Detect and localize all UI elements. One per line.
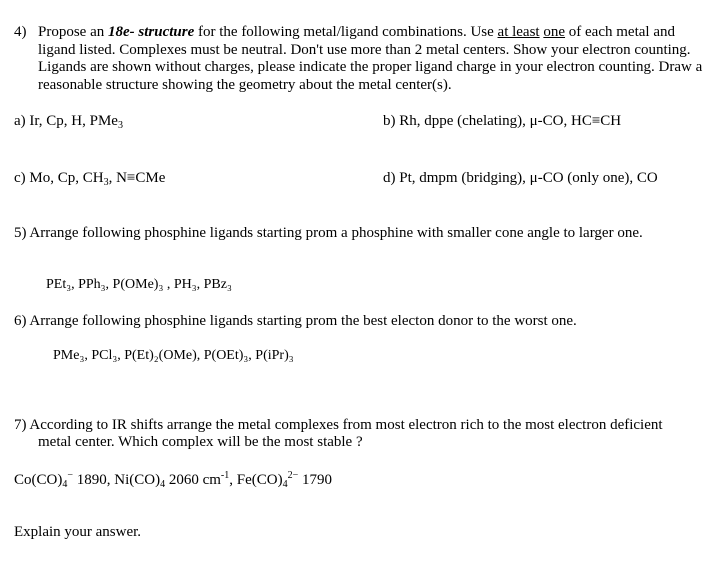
q4-c-post: , N≡CMe — [108, 170, 166, 186]
q4-lead: Propose an — [38, 24, 108, 40]
q4-option-c — [14, 170, 165, 188]
explain-answer: Explain your answer. — [14, 524, 142, 540]
question-7-line-2: metal center. Which complex will be the most stable ? — [38, 434, 363, 450]
q4-text-b: of each metal and ligand listed. Complexes must be neutral. Don't use more than 2 metal centers. Show your electron counting. Ligands are shown without charges, please indicate the proper ligand charge in your electron counting. Draw a reasonable structure showing the geometry about the metal center(s). — [38, 24, 703, 93]
q4-option-d: d) Pt, dmpm (bridging), μ-CO (only one), CO — [383, 170, 658, 186]
ni-value: 2060 cm — [165, 472, 221, 488]
question-5-text: 5) Arrange following phosphine ligands starting prom a phosphine with smaller cone angle to larger one. — [14, 225, 643, 241]
ni-sub: 4 — [160, 479, 166, 490]
question-6-ligands: PMe₃, PCl₃, P(Et)₂(OMe), P(OEt)₃, P(iPr)₃ — [53, 348, 294, 363]
q4-emph: 18e- structure — [108, 24, 195, 40]
co-value-ni: 1890, Ni(CO) — [72, 472, 161, 488]
q4-underline-1: at least — [497, 24, 540, 40]
ir-data-line — [14, 470, 332, 490]
q4-a-sub: 3 — [117, 120, 123, 131]
co-charge: − — [67, 470, 73, 481]
q4-c-sub: 3 — [103, 177, 109, 188]
question-7-line-1: 7) According to IR shifts arrange the metal complexes from most electron rich to the most electron deficient — [14, 417, 663, 433]
co-sub: 4 — [62, 479, 68, 490]
fe-charge: 2− — [287, 470, 299, 481]
cm-exponent: -1 — [220, 470, 230, 481]
question-5-ligands: PEt₃, PPh₃, P(OMe)₃ , PH₃, PBz₃ — [46, 277, 232, 292]
q4-underline-2: one — [543, 24, 566, 40]
q4-text-a: for the following metal/ligand combinations. Use — [194, 24, 498, 40]
question-4 — [14, 24, 704, 94]
question-4-text — [38, 24, 704, 94]
fe-sub: 4 — [282, 479, 288, 490]
question-4-number: 4) — [14, 24, 27, 40]
co-complex: Co(CO) — [14, 472, 63, 488]
question-6-text: 6) Arrange following phosphine ligands starting prom the best electon donor to the worst one. — [14, 313, 577, 329]
q4-a-text: a) Ir, Cp, H, PMe — [14, 113, 118, 129]
q4-c-text: c) Mo, Cp, CH — [14, 170, 104, 186]
q4-option-b: b) Rh, dppe (chelating), μ-CO, HC≡CH — [383, 113, 622, 129]
fe-value: 1790 — [298, 472, 332, 488]
q4-option-a — [14, 113, 123, 131]
fe-complex: , Fe(CO) — [229, 472, 283, 488]
